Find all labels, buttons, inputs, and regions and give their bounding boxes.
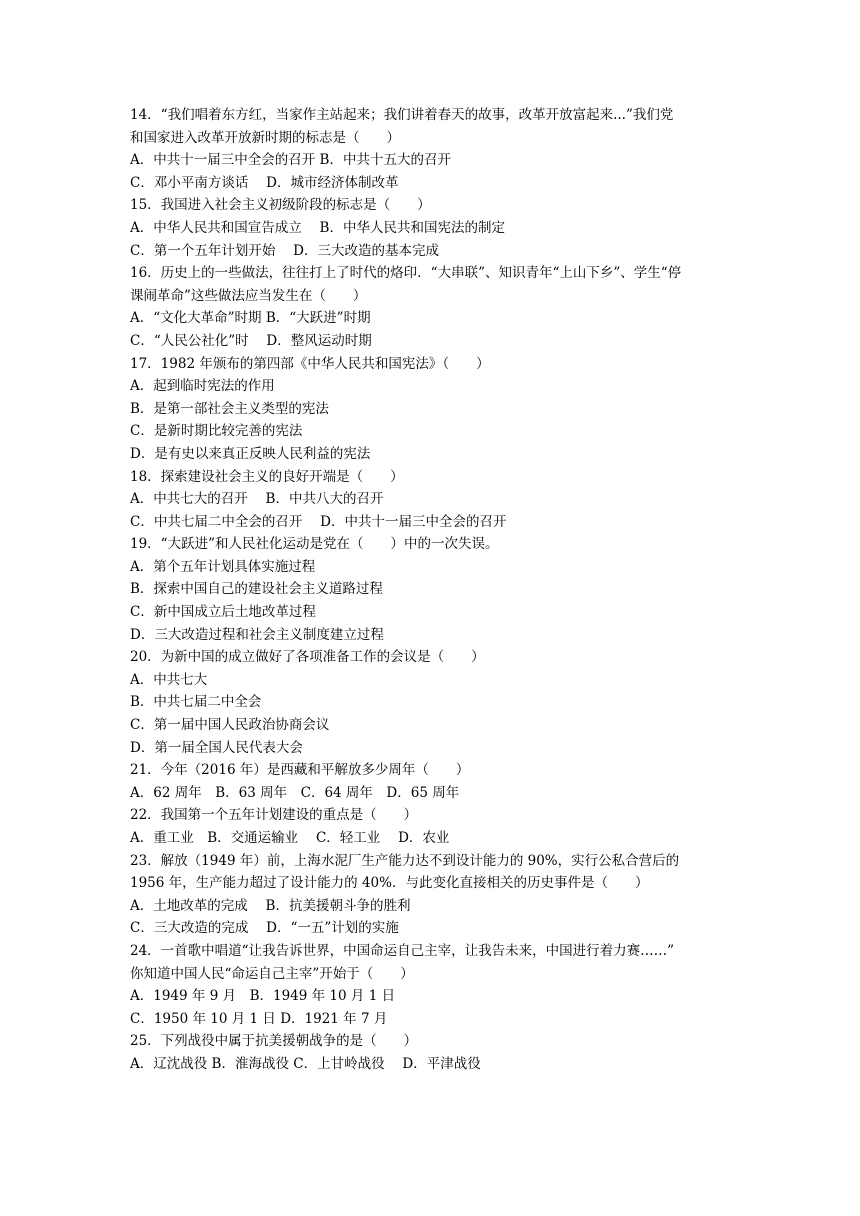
- text-line: 18．探索建设社会主义的良好开端是（ ）: [130, 468, 404, 485]
- text-line: C．新中国成立后土地改革过程: [130, 604, 316, 621]
- text-line: 16．历史上的一些做法，往往打上了时代的烙印．“大串联”、知识青年“上山下乡”、学生“停: [130, 265, 682, 282]
- text-line: 23．解放（1949 年）前，上海水泥厂生产能力达不到设计能力的 90%，实行公私合营后的: [130, 852, 680, 869]
- text-line: A．中共十一届三中全会的召开 B．中共十五大的召开: [130, 152, 451, 169]
- text-line: C．第一个五年计划开始 D．三大改造的基本完成: [130, 242, 439, 259]
- text-line: A．第个五年计划具体实施过程: [130, 558, 316, 575]
- text-line: A．“文化大革命”时期 B．“大跃进”时期: [130, 310, 371, 327]
- question-list: [130, 104, 740, 1076]
- text-line: A．1949 年 9 月 B．1949 年 10 月 1 日: [130, 988, 396, 1005]
- text-line: 14．“我们唱着东方红，当家作主站起来；我们讲着春天的故事，改革开放富起来...”我们党: [130, 107, 674, 123]
- text-line: C．1950 年 10 月 1 日 D．1921 年 7 月: [130, 1010, 388, 1027]
- text-line: A．中共七大: [130, 671, 208, 688]
- text-line: 24．一首歌中唱道“让我告诉世界，中国命运自己主宰，让我告未来，中国进行着力赛……”: [130, 942, 674, 959]
- text-line: C．“人民公社化”时 D．整风运动时期: [130, 332, 372, 349]
- text-line: 25．下列战役中属于抗美援朝战争的是（ ）: [130, 1033, 418, 1050]
- text-line: A．中共七大的召开 B．中共八大的召开: [130, 491, 384, 508]
- text-line: C．邓小平南方谈话 D．城市经济体制改革: [130, 174, 399, 191]
- text-line: B．探索中国自己的建设社会主义道路过程: [130, 581, 383, 598]
- text-line: 19．“大跃进”和人民社化运动是党在（ ）中的一次失误。: [130, 536, 499, 553]
- text-line: 1956 年，生产能力超过了设计能力的 40%．与此变化直接相关的历史事件是（ ）: [130, 875, 649, 892]
- text-line: 你知道中国人民“命运自己主宰”开始于（ ）: [130, 965, 414, 982]
- text-line: C．中共七届二中全会的召开 D．中共十一届三中全会的召开: [130, 513, 507, 530]
- text-line: C．三大改造的完成 D．“一五”计划的实施: [130, 920, 399, 937]
- text-line: B．中共七届二中全会: [130, 694, 262, 711]
- text-line: 17．1982 年颁布的第四部《中华人民共和国宪法》（ ）: [130, 355, 490, 372]
- text-line: A．重工业 B．交通运输业 C．轻工业 D．农业: [130, 830, 450, 846]
- text-line: A．62 周年 B．63 周年 C．64 周年 D．65 周年: [130, 784, 460, 801]
- text-line: A．土地改革的完成 B．抗美援朝斗争的胜利: [130, 897, 411, 914]
- text-line: B．是第一部社会主义类型的宪法: [130, 400, 329, 417]
- text-line: A．中华人民共和国宣告成立 B．中华人民共和国宪法的制定: [130, 219, 505, 236]
- text-line: A．起到临时宪法的作用: [130, 378, 275, 395]
- text-line: D．是有史以来真正反映人民利益的宪法: [130, 445, 371, 462]
- text-line: C．是新时期比较完善的宪法: [130, 423, 303, 440]
- text-line: D．三大改造过程和社会主义制度建立过程: [130, 626, 384, 643]
- text-line: D．第一届全国人民代表大会: [130, 739, 303, 756]
- text-line: C．第一届中国人民政治协商会议: [130, 717, 330, 734]
- text-line: 21．今年（2016 年）是西藏和平解放多少周年（ ）: [130, 762, 470, 779]
- text-line: 22．我国第一个五年计划建设的重点是（ ）: [130, 807, 418, 824]
- text-line: 15．我国进入社会主义初级阶段的标志是（ ）: [130, 197, 431, 214]
- text-line: 和国家进入改革开放新时期的标志是（ ）: [130, 129, 400, 146]
- text-line: 20．为新中国的成立做好了各项准备工作的会议是（ ）: [130, 649, 485, 666]
- text-line: 课闹革命”这些做法应当发生在（ ）: [130, 287, 367, 304]
- text-line: A．辽沈战役 B．淮海战役 C．上甘岭战役 D．平津战役: [130, 1055, 481, 1072]
